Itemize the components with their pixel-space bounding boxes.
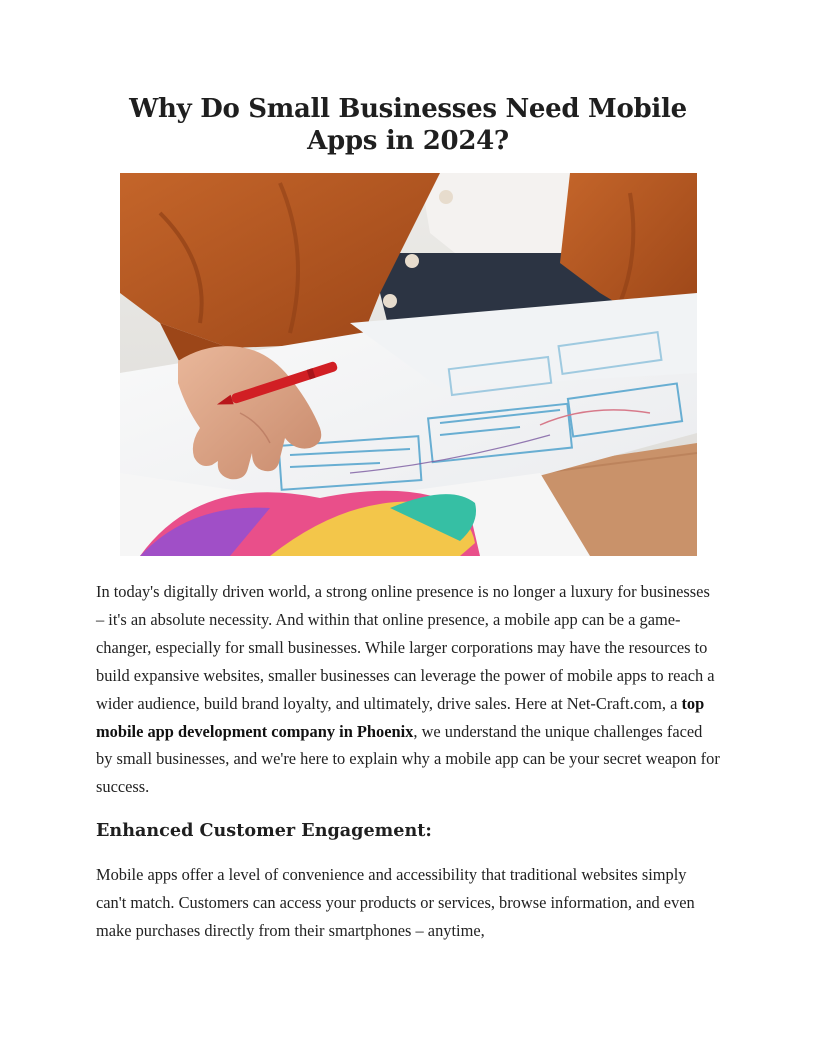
hero-image (120, 173, 697, 556)
designer-sketching-illustration (120, 173, 697, 556)
article-title: Why Do Small Businesses Need Mobile Apps in 2024? (129, 94, 687, 156)
intro-bold-phrase: top mobile app development company in Phoenix (96, 693, 705, 741)
intro-paragraph (96, 578, 720, 801)
section-paragraph: Mobile apps offer a level of convenience and accessibility that traditional websites simply can't match. Customers can access your products or services, browse information, and even make purchases directly from their smartphones – anytime, (96, 865, 695, 940)
intro-text-part2: , we understand the unique challenges faced by small businesses, and we're here to explain why a mobile app can be your secret weapon for success. (96, 721, 720, 797)
intro-text-part1: In today's digitally driven world, a strong online presence is no longer a luxury for businesses – it's an absolute necessity. And within that online presence, a mobile app can be a game-changer, especially for small businesses. While larger corporations may have the resources to build expansive websites, smaller businesses can leverage the power of mobile apps to reach a wider audience, build brand loyalty, and ultimately, drive sales. Here at Net-Craft.com, a (96, 582, 715, 713)
section-heading: Enhanced Customer Engagement: (96, 820, 432, 841)
